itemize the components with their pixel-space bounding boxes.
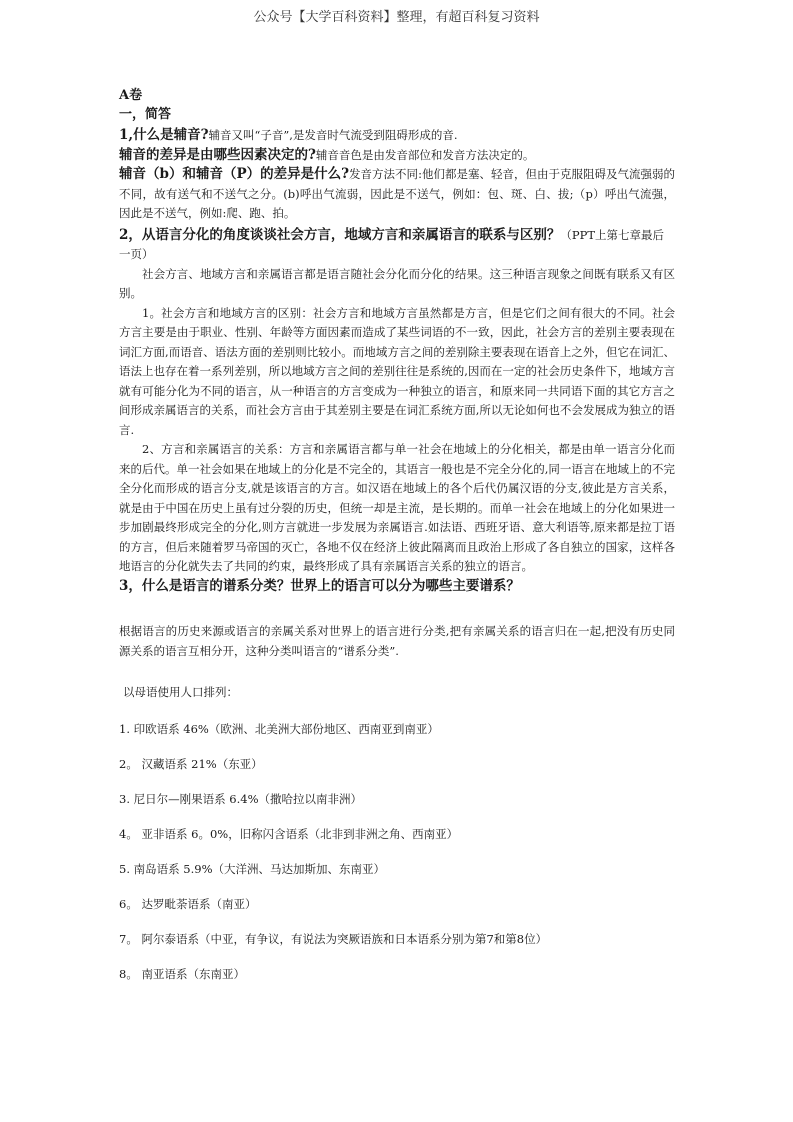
q1b-question: 辅音的差异是由哪些因素决定的?	[119, 146, 316, 163]
list-item: 3. 尼日尔—刚果语系 6.4%（撒哈拉以南非洲）	[119, 792, 362, 806]
q1-answer: 辅音又叫“子音”,是发音时气流受到阻碍形成的音.	[208, 128, 458, 142]
q1c-block	[119, 165, 675, 224]
section-1-title: 一，简答	[119, 107, 172, 122]
q2-note: （PPT上第七章最后一页）	[119, 227, 665, 261]
q2-question: 2，从语言分化的角度谈谈社会方言，地域方言和亲属语言的联系与区别？	[119, 226, 561, 243]
q2-paragraph-2: 2、方言和亲属语言的关系：方言和亲属语言都与单一社会在地域上的分化相关，都是由单一语言分化而来的后代。单一社会如果在地域上的分化是不完全的，其语言一般也是不完全分化的,同一语言在地域上的不完全分化而形成的语言分支,就是该语言的方言。如汉语在地域上的各个后代仍属汉语的分支,彼此是方言关系，就是由于中国在历史上虽有过分裂的历史，但统一却是主流，是长期的。而单一社会在地域上的分化如果进一步加剧最终形成完全的分化,则方言就进一步发展为亲属语言.如法语、西班牙语、意大利语等,原来都是拉丁语的方言，但后来随着罗马帝国的灭亡，各地不仅在经济上彼此隔离而且政治上形成了各自独立的国家，这样各地语言的分化就失去了共同的约束，最终形成了具有亲属语言关系的独立的语言。	[119, 442, 675, 573]
q2-paragraph-1: 1。社会方言和地域方言的区别：社会方言和地域方言虽然都是方言，但是它们之间有很大的不同。社会方言主要是由于职业、性别、年龄等方面因素而造成了某些词语的不一致，因此，社会方言的差别主要表现在词汇方面,而语音、语法方面的差别则比较小。而地域方言之间的差别除主要表现在语音上之外，但它在词汇、语法上也存在着一系列差别，所以地域方言之间的差别往往是系统的,因而在一定的社会历史条件下，地域方言就有可能分化为不同的语言，从一种语言的方言变成为一种独立的语言，和原来同一共同语下面的其它方言之间形成亲属语言的关系，而社会方言由于其差别主要是在词汇系统方面,所以无论如何也不会发展成为独立的语言.	[119, 305, 675, 437]
q2-intro: 社会方言、地域方言和亲属语言都是语言随社会分化而分化的结果。这三种语言现象之间既有联系又有区别。	[119, 266, 675, 300]
q1b-block	[119, 146, 675, 166]
list-item: 7。 阿尔泰语系（中亚，有争议，有说法为突厥语族和日本语系分别为第7和第8位）	[119, 932, 548, 946]
q1c-question: 辅音（b）和辅音（P）的差异是什么?	[119, 166, 350, 182]
list-item: 4。 亚非语系 6。0%，旧称闪含语系（北非到非洲之角、西南亚）	[119, 827, 459, 841]
page-header: 公众号【大学百科资料】整理，有超百科复习资料	[253, 10, 540, 25]
q1c-answer: 发音方法不同:他们都是塞、轻音，但由于克服阻碍及气流强弱的不同，故有送气和不送气之分。(b)呼出气流弱，因此是不送气，例如：包、斑、白、拔;（p）呼出气流强，因此是不送气，例如:爬、跑、拍。	[119, 167, 675, 220]
language-family-list	[119, 720, 675, 984]
list-item: 1. 印欧语系 46%（欧洲、北美洲大部份地区、西南亚到南亚）	[119, 722, 439, 736]
q1b-answer: 辅音音色是由发音部位和发音方法决定的。	[315, 147, 535, 162]
q3-block	[119, 577, 675, 597]
list-item: 8。 南亚语系（东南亚）	[119, 967, 245, 981]
list-item: 6。 达罗毗荼语系（南亚）	[119, 897, 257, 911]
document-body	[119, 86, 675, 984]
q3-answer: 根据语言的历史来源或语言的亲属关系对世界上的语言进行分类,把有亲属关系的语言归在一起,把没有历史同源关系的语言互相分开，这种分类叫语言的“谱系分类”.	[119, 624, 675, 658]
section-a-title: A卷	[119, 88, 143, 103]
q2-block	[119, 226, 675, 265]
q3-subheading: 以母语使用人口排列：	[123, 685, 238, 699]
list-item: 2。 汉藏语系 21%（东亚）	[119, 757, 263, 771]
q3-question: 3，什么是语言的谱系分类？世界上的语言可以分为哪些主要谱系？	[119, 577, 520, 594]
q1-block	[119, 126, 675, 146]
q1-question: 1,什么是辅音?	[119, 127, 209, 143]
list-item: 5. 南岛语系 5.9%（大洋洲、马达加斯加、东南亚）	[119, 862, 385, 876]
